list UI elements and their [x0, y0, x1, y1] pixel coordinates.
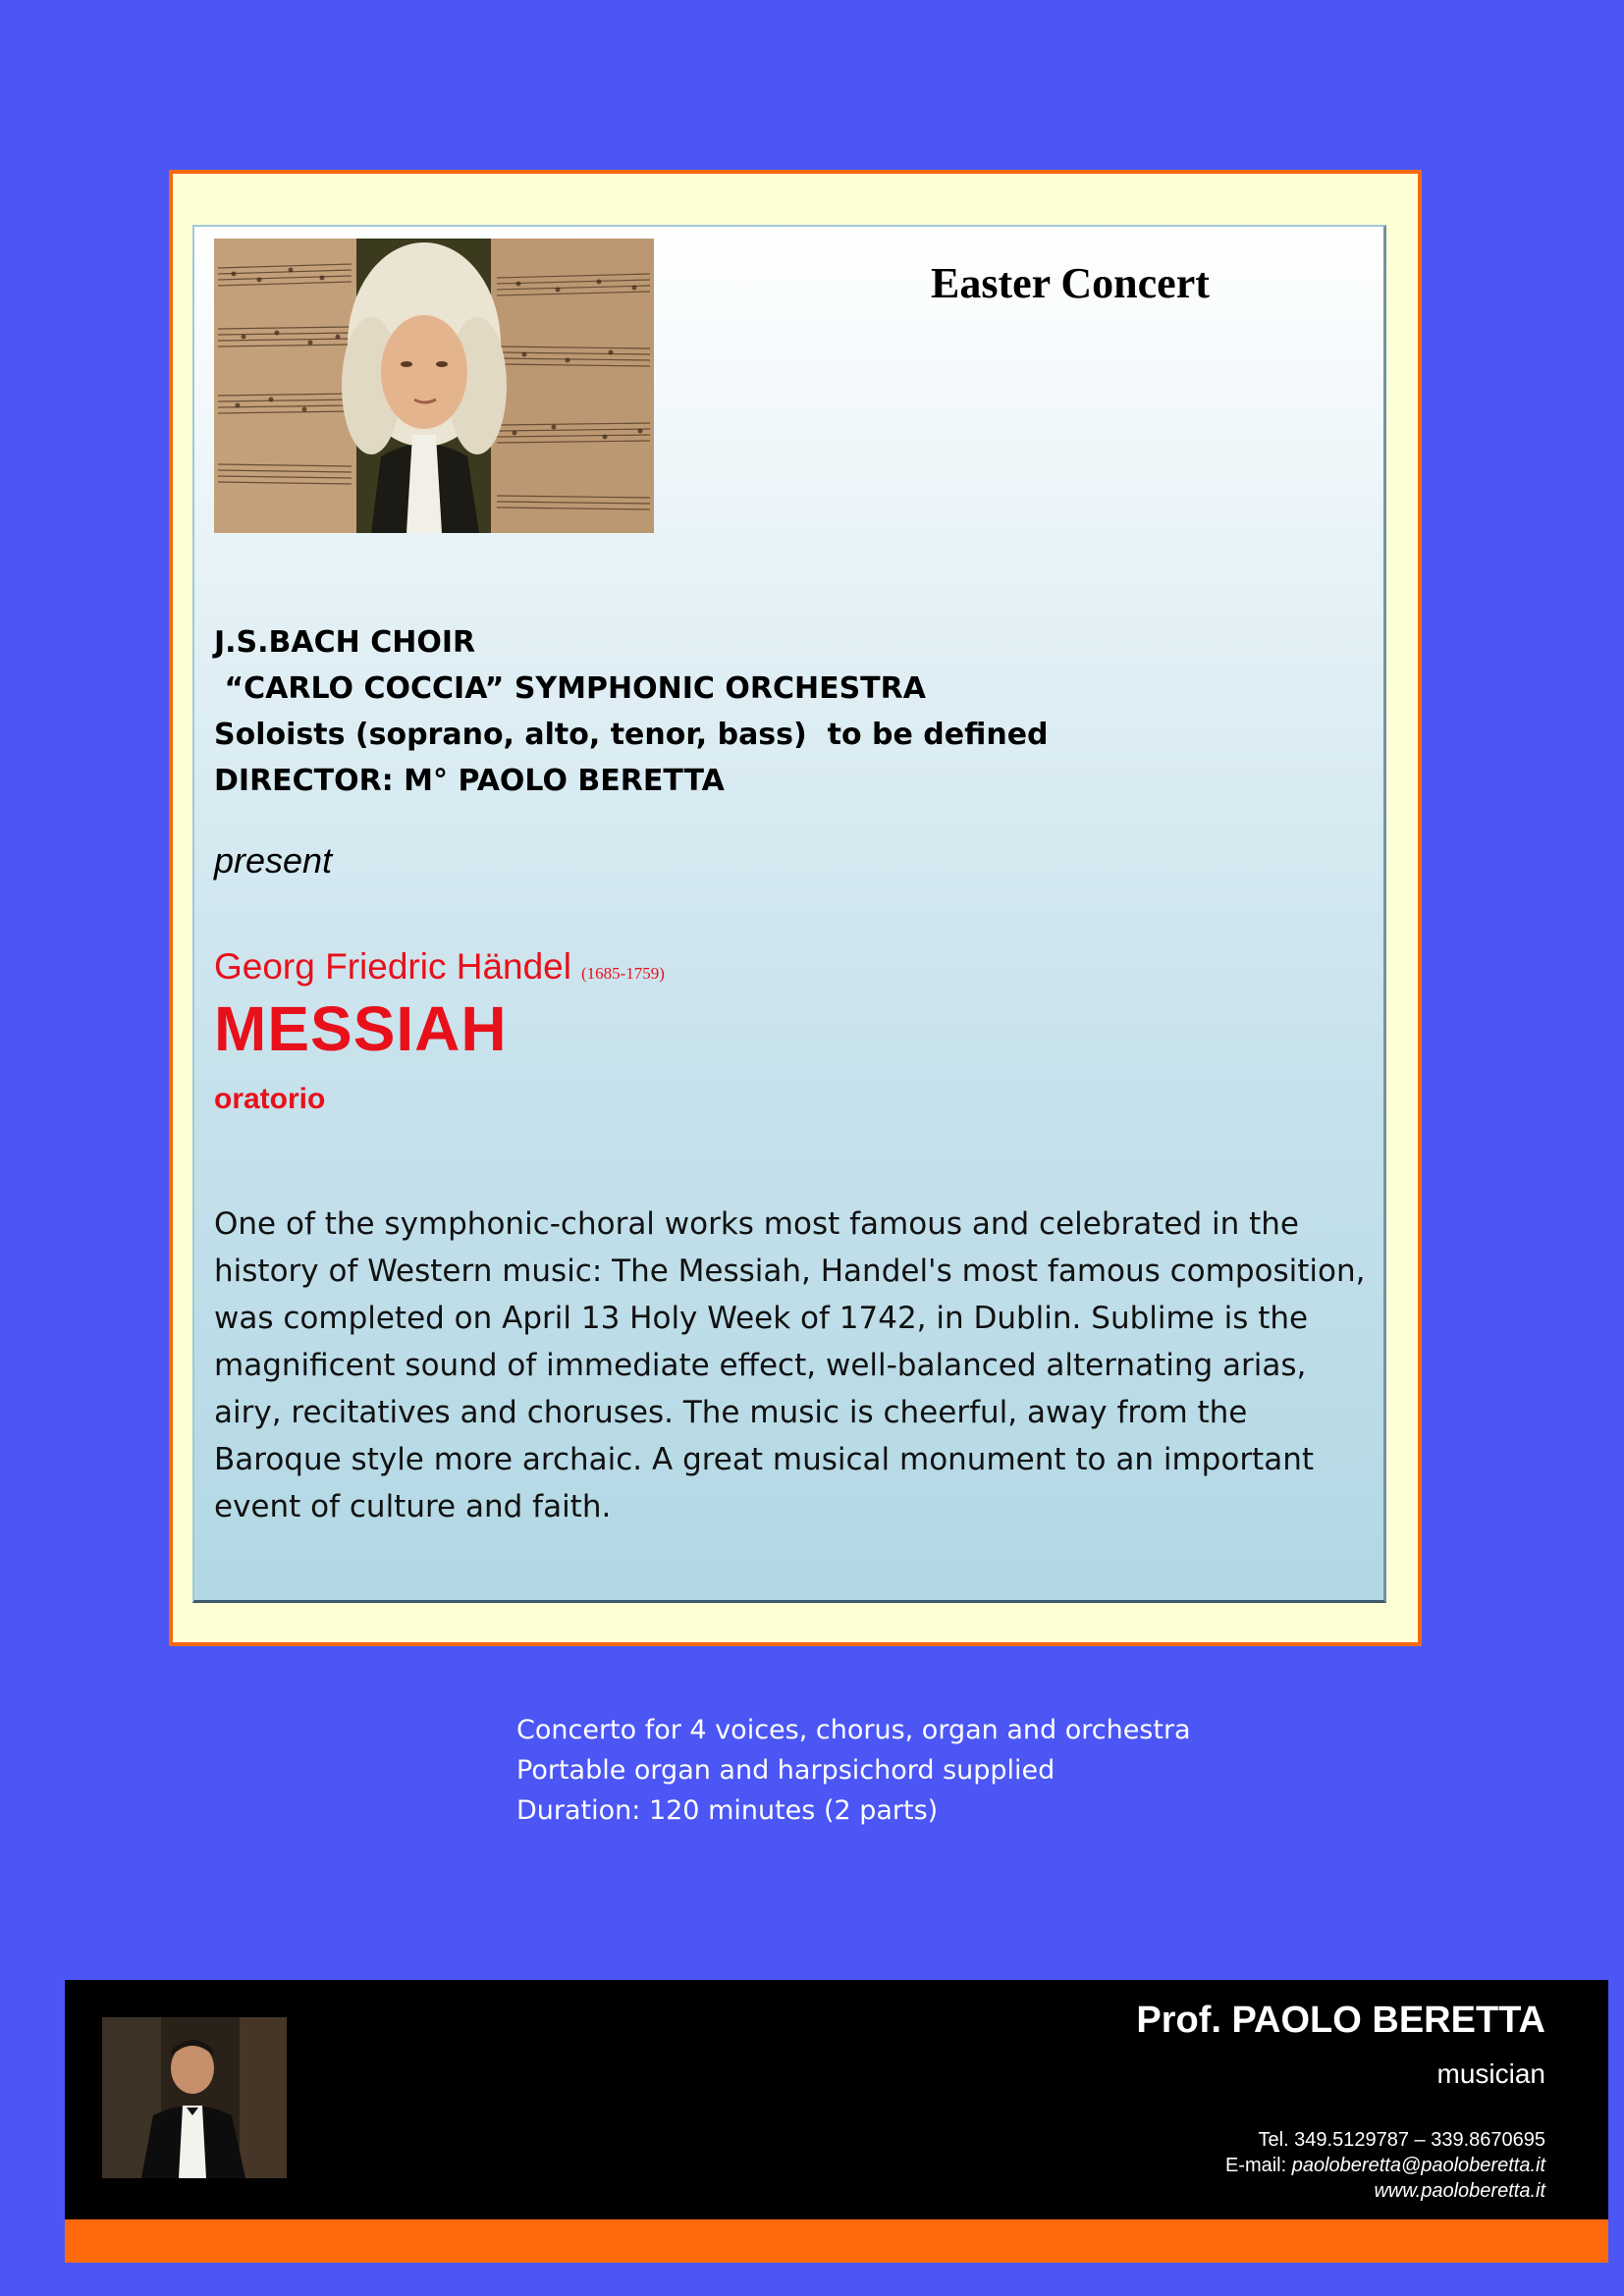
- work-description: One of the symphonic-choral works most famous and celebrated in the history of Western music: The Messiah, Handel's most famous composition, was completed on April 13 Holy Week of 1742, in Dublin. Sublime is the magnificent sound of immediate effect, well-balanced alternating arias, airy, recitatives and choruses. The music is cheerful, away from the Baroque style more archaic. A great musical monument to an important event of culture and faith.: [214, 1206, 1366, 1524]
- performer-line: DIRECTOR: M° PAOLO BERETTA: [214, 764, 725, 798]
- performer-line: J.S.BACH CHOIR: [214, 625, 476, 660]
- performers-list: [214, 619, 1343, 804]
- composer-years: (1685-1759): [580, 964, 665, 983]
- composer-name: Georg Friedric Händel: [214, 946, 571, 987]
- present-text: present: [214, 840, 333, 881]
- composer-line: [214, 946, 665, 988]
- composer-portrait: [214, 239, 654, 533]
- detail-line: Duration: 120 minutes (2 parts): [516, 1795, 939, 1826]
- performer-line: Soloists (soprano, alto, tenor, bass) to be defined: [214, 718, 1049, 752]
- work-title: MESSIAH: [214, 993, 508, 1064]
- concert-details: [516, 1710, 1191, 1831]
- poster-frame: [169, 170, 1422, 1646]
- footer-stripe: [65, 2219, 1608, 2263]
- email-label: E-mail:: [1224, 2155, 1292, 2176]
- email-line: [1136, 2153, 1545, 2178]
- detail-line: Portable organ and harpsichord supplied: [516, 1755, 1056, 1786]
- work-genre: oratorio: [214, 1083, 326, 1115]
- email-link[interactable]: paoloberetta@paoloberetta.it: [1291, 2155, 1545, 2176]
- musician-name: Prof. PAOLO BERETTA: [1136, 2000, 1545, 2041]
- website-link[interactable]: www.paoloberetta.it: [1374, 2180, 1545, 2202]
- concert-heading: Easter Concert: [931, 259, 1210, 307]
- phone-numbers: Tel. 349.5129787 – 339.8670695: [1258, 2129, 1545, 2151]
- performer-line: “CARLO COCCIA” SYMPHONIC ORCHESTRA: [214, 671, 926, 706]
- musician-photo: [102, 2017, 287, 2178]
- poster-panel: [192, 225, 1386, 1603]
- contact-block: [1136, 1996, 1545, 2204]
- musician-role: musician: [1436, 2058, 1545, 2089]
- detail-line: Concerto for 4 voices, chorus, organ and orchestra: [516, 1715, 1191, 1745]
- footer-bar: [65, 1980, 1608, 2219]
